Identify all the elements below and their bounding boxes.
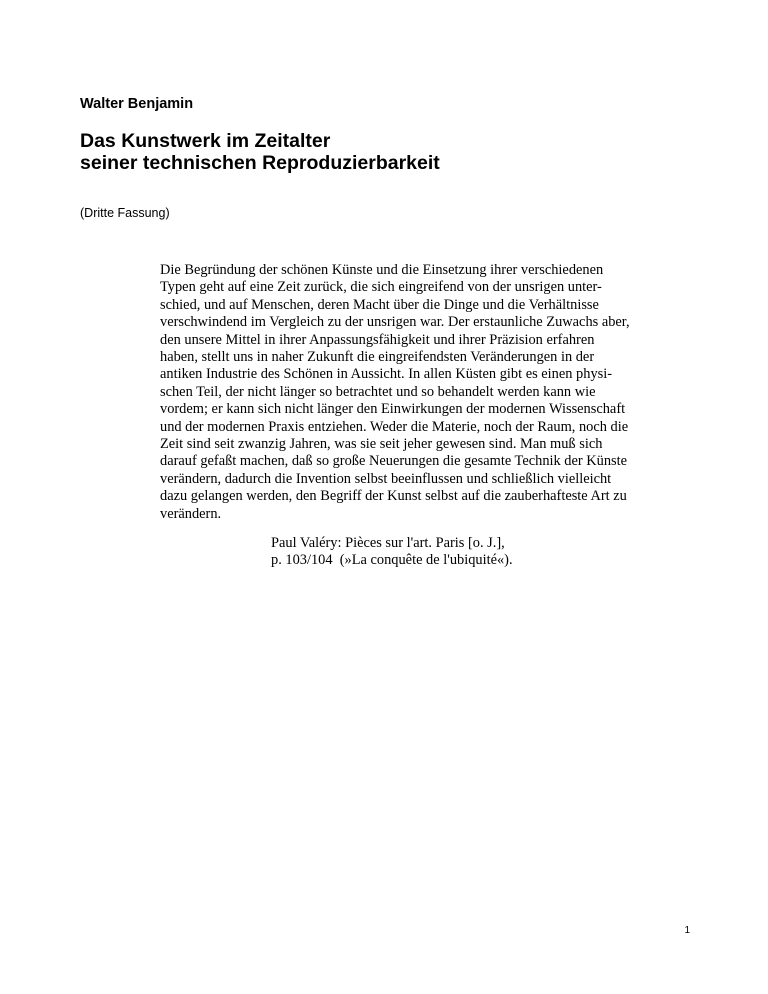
citation-line: Paul Valéry: Pièces sur l'art. Paris [o. J.], xyxy=(271,535,505,551)
epigraph-line: schen Teil, der nicht länger so betrachtet und so behandelt werden kann wie xyxy=(160,383,596,400)
epigraph-line: darauf gefaßt machen, daß so große Neuerungen die gesamte Technik der Künste xyxy=(160,453,628,470)
title-line: Das Kunstwerk im Zeitalter xyxy=(80,130,331,152)
author-name: Walter Benjamin xyxy=(80,96,194,112)
edition-note: (Dritte Fassung) xyxy=(80,206,170,220)
epigraph-line: Typen geht auf eine Zeit zurück, die sich eingreifend von der unsrigen unter- xyxy=(160,279,602,296)
epigraph-line: den unsere Mittel in ihrer Anpassungsfähigkeit und ihrer Präzision erfahren xyxy=(160,331,595,348)
page-number: 1 xyxy=(684,925,690,936)
epigraph-citation xyxy=(271,535,513,570)
epigraph-line: Zeit sind seit zwanzig Jahren, was sie seit jeher gewesen sind. Man muß sich xyxy=(160,436,603,453)
epigraph-line: verschwindend im Vergleich zu der unsrigen war. Der erstaunliche Zuwachs aber, xyxy=(160,314,630,331)
epigraph-line: haben, stellt uns in naher Zukunft die eingreifendsten Veränderungen in der xyxy=(160,349,595,366)
epigraph-line: und der modernen Praxis entziehen. Weder die Materie, noch der Raum, noch die xyxy=(160,418,629,435)
epigraph-line: verändern, dadurch die Invention selbst beeinflussen und schließlich vielleicht xyxy=(160,470,612,487)
title-line: seiner technischen Reproduzierbarkeit xyxy=(80,152,440,174)
epigraph-line: Die Begründung der schönen Künste und die Einsetzung ihrer verschiedenen xyxy=(160,262,604,278)
epigraph-line: antiken Industrie des Schönen in Aussicht. In allen Küsten gibt es einen physi- xyxy=(160,366,613,383)
epigraph-quote xyxy=(160,262,700,523)
citation-line: p. 103/104 (»La conquête de l'ubiquité«). xyxy=(271,552,513,569)
epigraph-line: vordem; er kann sich nicht länger den Einwirkungen der modernen Wissenschaft xyxy=(160,401,626,418)
epigraph-line: schied, und auf Menschen, deren Macht über die Dinge und die Verhältnisse xyxy=(160,296,599,313)
epigraph-line: verändern. xyxy=(160,505,222,522)
document-title xyxy=(80,130,440,174)
epigraph-line: dazu gelangen werden, den Begriff der Kunst selbst auf die zauberhafteste Art zu xyxy=(160,488,627,505)
